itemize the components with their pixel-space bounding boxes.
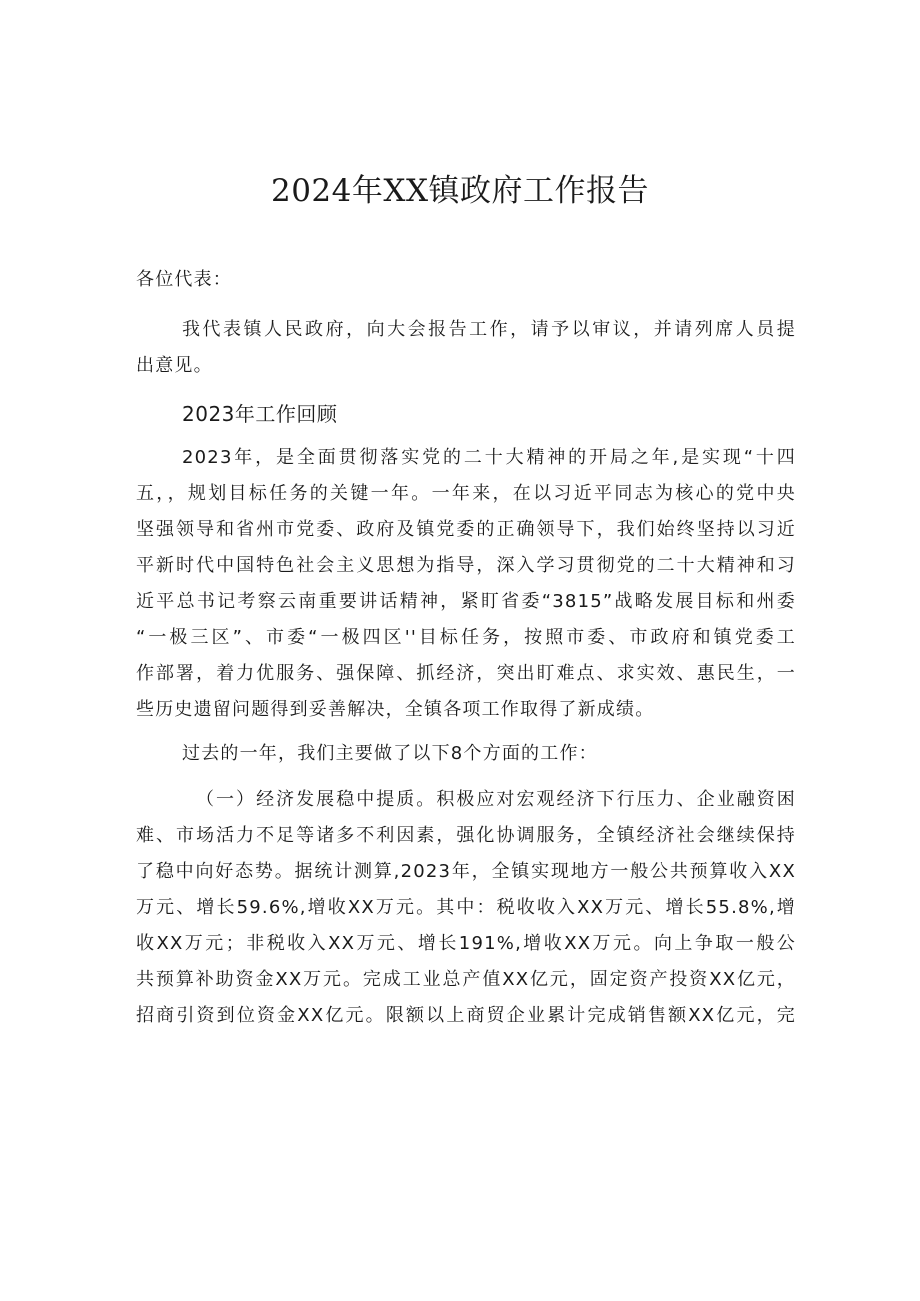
text-line: 收XX万元；非税收入XX万元、增长191%,增收XX万元。向上争取一般公: [136, 933, 796, 954]
text-line: 2023年，是全面贯彻落实党的二十大精神的开局之年,是实现“十四: [182, 447, 796, 468]
text-line: 各位代表：: [136, 269, 232, 290]
section-heading: 2023年工作回顾: [182, 402, 338, 426]
document-body: [136, 262, 796, 1034]
text-line: 难、市场活力不足等诸多不利因素，强化协调服务，全镇经济社会继续保持: [136, 825, 796, 846]
document-title: 2024年XX镇政府工作报告: [270, 173, 650, 209]
text-line: 坚强领导和省州市党委、政府及镇党委的正确领导下，我们始终坚持以习近: [136, 519, 796, 540]
text-line: 近平总书记考察云南重要讲话精神，紧盯省委“3815”战略发展目标和州委: [136, 591, 796, 612]
text-line: （一）经济发展稳中提质。积极应对宏观经济下行压力、企业融资困: [196, 789, 796, 810]
economy-paragraph: [136, 782, 796, 1034]
text-line: 出意见。: [136, 355, 213, 376]
text-line: 五，，规划目标任务的关键一年。一年来，在以习近平同志为核心的党中央: [136, 483, 796, 504]
text-line: 万元、增长59.6%,增收XX万元。其中：税收收入XX万元、增长55.8%,增: [136, 897, 796, 918]
past-year-paragraph: [136, 736, 796, 772]
text-line: 了稳中向好态势。据统计测算,2023年，全镇实现地方一般公共预算收入XX: [136, 861, 796, 882]
text-line: 些历史遗留问题得到妥善解决，全镇各项工作取得了新成绩。: [136, 699, 655, 720]
text-line: 招商引资到位资金XX亿元。限额以上商贸企业累计完成销售额XX亿元，完: [136, 1005, 796, 1026]
intro-paragraph: [136, 312, 796, 384]
review-paragraph: [136, 440, 796, 728]
text-line: 我代表镇人民政府，向大会报告工作，请予以审议，并请列席人员提: [182, 319, 796, 340]
text-line: 共预算补助资金XX万元。完成工业总产值XX亿元，固定资产投资XX亿元，: [136, 969, 796, 990]
text-line: 作部署，着力优服务、强保障、抓经济，突出盯难点、求实效、惠民生，一: [136, 663, 796, 684]
salutation: [136, 262, 796, 298]
text-line: 平新时代中国特色社会主义思想为指导，深入学习贯彻党的二十大精神和习: [136, 555, 796, 576]
text-line: 过去的一年，我们主要做了以下8个方面的工作：: [182, 743, 598, 764]
text-line: “一极三区”、市委“一极四区''目标任务，按照市委、市政府和镇党委工: [136, 627, 796, 648]
